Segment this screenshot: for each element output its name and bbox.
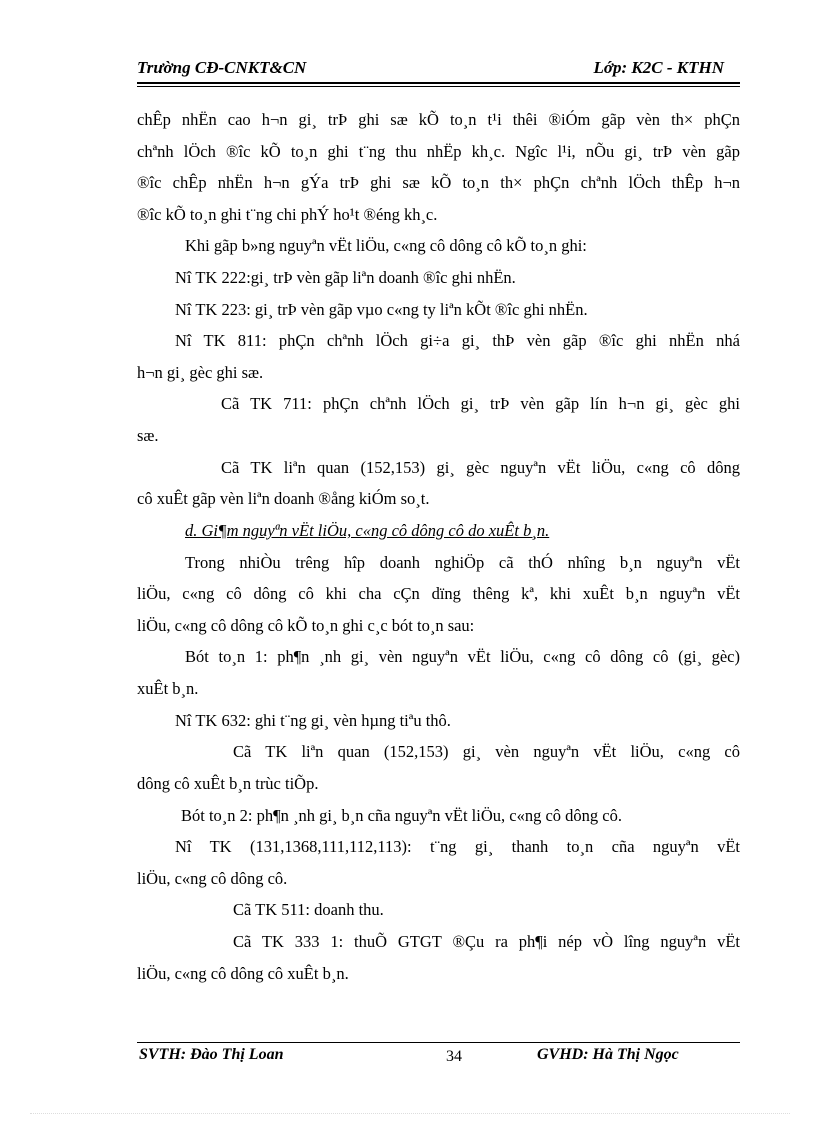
- body-line: liÖu, c«ng cô dông cô.: [137, 869, 288, 888]
- body-line: Cã TK 711: phÇn chªnh lÖch gi¸ trÞ vèn gãp lín h¬n gi¸ gèc ghi: [221, 394, 740, 413]
- body-line: Cã TK 511: doanh thu.: [233, 900, 384, 919]
- footer-rule: [137, 1042, 740, 1043]
- header-rule-thin: [137, 86, 740, 87]
- body-line: Trong nhiÒu trêng hîp doanh nghiÖp cã thÓ nhîng b¸n nguyªn vËt: [185, 553, 740, 572]
- page-edge-dots: [30, 1113, 790, 1114]
- section-heading: d. Gi¶m nguyªn vËt liÖu, c«ng cô dông cô do xuÊt b¸n.: [185, 521, 550, 540]
- body-line: liÖu, c«ng cô dông cô xuÊt b¸n.: [137, 964, 349, 983]
- body-line: chªnh lÖch ®îc kÕ to¸n ghi t¨ng thu nhËp kh¸c. Ngîc l¹i, nÕu gi¸ trÞ vèn gãp: [137, 142, 740, 161]
- body-line: chÊp nhËn cao h¬n gi¸ trÞ ghi sæ kÕ to¸n t¹i thêi ®iÓm gãp vèn th× phÇn: [137, 110, 740, 129]
- student-name: SVTH: Đào Thị Loan: [139, 1046, 284, 1063]
- body-line: liÖu, c«ng cô dông cô khi cha cÇn dïng thêng kª, khi xuÊt b¸n nguyªn vËt: [137, 584, 740, 603]
- body-line: Nî TK (131,1368,111,112,113): t¨ng gi¸ thanh to¸n cña nguyªn vËt: [175, 837, 740, 856]
- body-line: Bót to¸n 2: ph¶n ¸nh gi¸ b¸n cña nguyªn vËt liÖu, c«ng cô dông cô.: [181, 806, 622, 825]
- body-line: sæ.: [137, 426, 159, 445]
- header-rule-thick: [137, 82, 740, 84]
- body-line: Cã TK liªn quan (152,153) gi¸ gèc nguyªn vËt liÖu, c«ng cô dông: [221, 458, 740, 477]
- body-line: h¬n gi¸ gèc ghi sæ.: [137, 363, 264, 382]
- body-line: liÖu, c«ng cô dông cô kÕ to¸n ghi c¸c bót to¸n sau:: [137, 616, 475, 635]
- body-line: Nî TK 223: gi¸ trÞ vèn gãp vµo c«ng ty liªn kÕt ®îc ghi nhËn.: [175, 300, 588, 319]
- page-number: 34: [446, 1048, 462, 1065]
- body-line: ®îc kÕ to¸n ghi t¨ng chi phÝ ho¹t ®éng kh¸c.: [137, 205, 438, 224]
- body-line: xuÊt b¸n.: [137, 679, 199, 698]
- page-header: [137, 56, 740, 82]
- body-line: Cã TK 333 1: thuÕ GTGT ®Çu ra ph¶i nép vÒ lîng nguyªn vËt: [233, 932, 740, 951]
- body-line: ®îc chÊp nhËn h¬n gÝa trÞ ghi sæ kÕ to¸n th× phÇn chªnh lÖch thÊp h¬n: [137, 173, 740, 192]
- class-name: Lớp: K2C - KTHN: [593, 58, 724, 77]
- body-line: Nî TK 632: ghi t¨ng gi¸ vèn hµng tiªu thô.: [175, 711, 451, 730]
- body-line: Nî TK 222:gi¸ trÞ vèn gãp liªn doanh ®îc ghi nhËn.: [175, 268, 516, 287]
- body-line: cô xuÊt gãp vèn liªn doanh ®ång kiÓm so¸t.: [137, 489, 430, 508]
- instructor-name: GVHD: Hà Thị Ngọc: [537, 1046, 679, 1063]
- body-line: dông cô xuÊt b¸n trùc tiÕp.: [137, 774, 319, 793]
- body-line: Cã TK liªn quan (152,153) gi¸ vèn nguyªn vËt liÖu, c«ng cô: [233, 742, 740, 761]
- body-line: Nî TK 811: phÇn chªnh lÖch gi÷a gi¸ thÞ vèn gãp ®îc ghi nhËn nhá: [175, 331, 740, 350]
- body-line: Khi gãp b»ng nguyªn vËt liÖu, c«ng cô dông cô kÕ to¸n ghi:: [185, 236, 587, 255]
- body-line: Bót to¸n 1: ph¶n ¸nh gi¸ vèn nguyªn vËt liÖu, c«ng cô dông cô (gi¸ gèc): [185, 647, 740, 666]
- school-name: Trường CĐ-CNKT&CN: [137, 58, 307, 77]
- page-footer: [137, 1046, 740, 1070]
